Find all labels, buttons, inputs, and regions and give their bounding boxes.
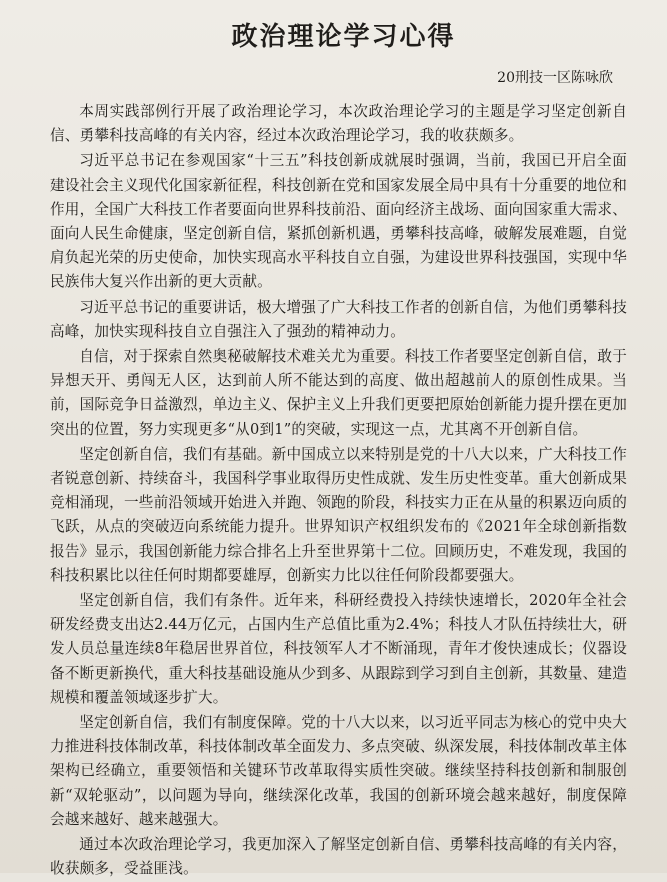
- paragraph-speech: 习近平总书记在参观国家“十三五”科技创新成就展时强调，当前，我国已开启全面建设社会主义现代化国家新征程，科技创新在党和国家发展全局中具有十分重要的地位和作用，全国广大科技工作者要面向世界科技前沿、面向经济主战场、面向国家重大需求、面向人民生命健康，坚定创新自信，紧抓创新机遇，勇攀科技高峰，破解发展难题，自觉肩负起光荣的历史使命，加快实现高水平科技自立自强，为建设世界科技强国，实现中华民族伟大复兴作出新的更大贡献。: [50, 152, 627, 291]
- paragraph-conditions: 坚定创新自信，我们有条件。近年来，科研经费投入持续快速增长，2020年全社会研发经费支出达2.44万亿元，占国内生产总值比重为2.4%；科技人才队伍持续壮大，研发人员总量连续8年稳居世界首位，科技领军人才不断涌现，青年才俊快速成长；仪器设备不断更新换代，重大科技基础设施从少到多、从跟踪到学习到自主创新，其数量、建造规模和覆盖领域逐步扩大。: [50, 592, 627, 706]
- paragraph-conclusion: 通过本次政治理论学习，我更加深入了解坚定创新自信、勇攀科技高峰的有关内容，收获颇多，受益匪浅。: [50, 836, 627, 878]
- paragraph-intro: 本周实践部例行开展了政治理论学习，本次政治理论学习的主题是学习坚定创新自信、勇攀科技高峰的有关内容，经过本次政治理论学习，我的收获颇多。: [50, 103, 627, 145]
- document-title: 政治理论学习心得: [231, 22, 456, 52]
- paragraph-speech-impact: 习近平总书记的重要讲话，极大增强了广大科技工作者的创新自信，为他们勇攀科技高峰，加快实现科技自立自强注入了强劲的精神动力。: [50, 298, 627, 340]
- author-line: 20刑技一区陈咏欣: [497, 70, 613, 86]
- paragraph-institutions: 坚定创新自信，我们有制度保障。党的十八大以来，以习近平同志为核心的党中央大力推进科技体制改革，科技体制改革全面发力、多点突破、纵深发展，科技体制改革主体架构已经确立，重要领悟和关键环节改革取得实质性突破。继续坚持科技创新和制服创新“双轮驱动”，以问题为导向，继续深化改革，我国的创新环境会越来越好，制度保障会越来越好、越来越强大。: [50, 714, 627, 828]
- paragraph-foundation: 坚定创新自信，我们有基础。新中国成立以来特别是党的十八大以来，广大科技工作者锐意创新、持续奋斗，我国科学事业取得历史性成就、发生历史性变革。重大创新成果竞相涌现，一些前沿领域开始进入并跑、领跑的阶段，科技实力正在从量的积累迈向质的飞跃，从点的突破迈向系统能力提升。世界知识产权组织发布的《2021年全球创新指数报告》显示，我国创新能力综合排名上升至世界第十二位。回顾历史，不难发现，我国的科技积累比以往任何时期都要雄厚，创新实力比以往任何阶段都要强大。: [50, 445, 627, 584]
- paragraph-confidence: 自信，对于探索自然奥秘破解技术难关尤为重要。科技工作者要坚定创新自信，敢于异想天开、勇闯无人区，达到前人所不能达到的高度、做出超越前人的原创性成果。当前，国际竞争日益激烈，单边主义、保护主义上升我们更要把原始创新能力提升摆在更加突出的位置，努力实现更多“从0到1”的突破，实现这一点，尤其离不开创新自信。: [50, 348, 627, 438]
